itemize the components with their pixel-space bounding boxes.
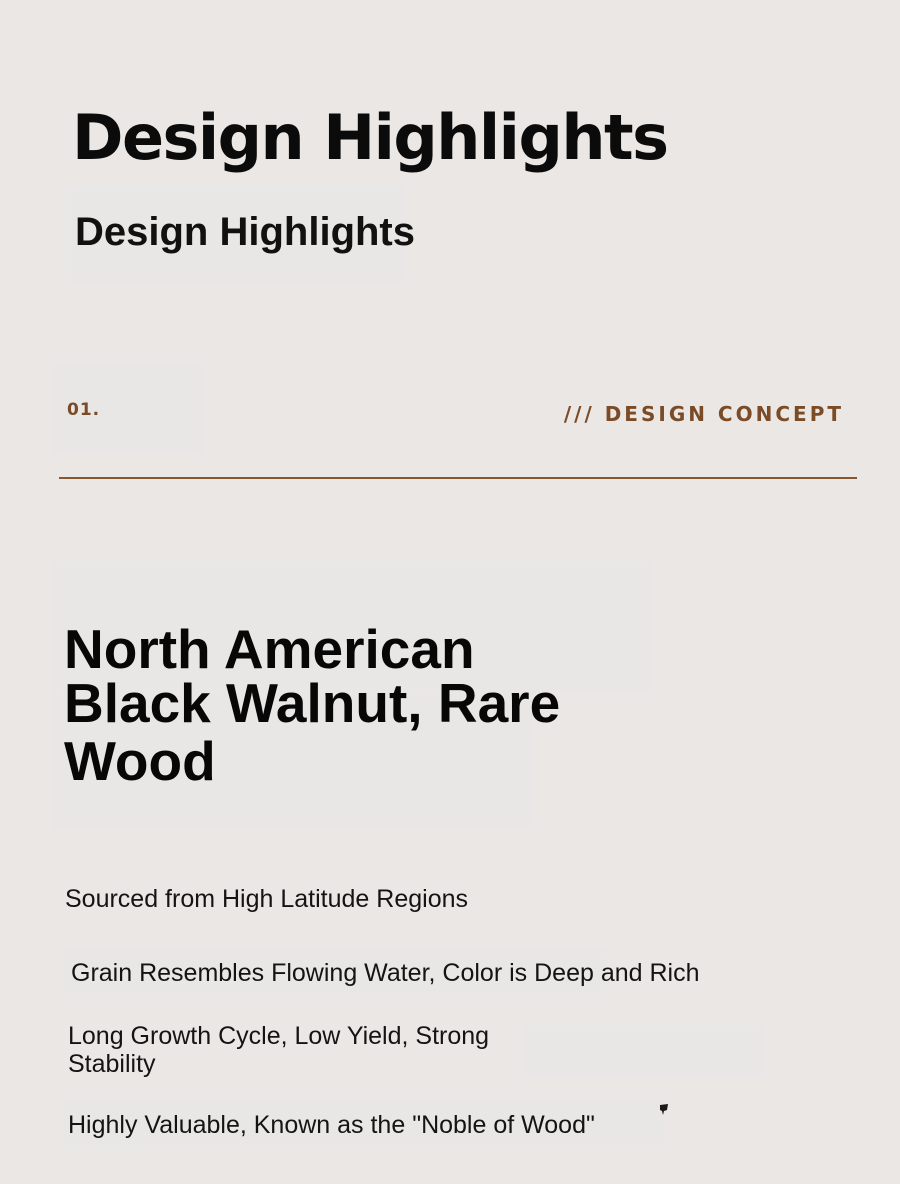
- background-patch: [520, 1022, 768, 1080]
- feature-title-line: North American: [64, 618, 475, 680]
- feature-title: [64, 618, 624, 792]
- pin-icon: [659, 1104, 669, 1116]
- section-divider: [59, 477, 857, 479]
- section-label: /// DESIGN CONCEPT: [563, 402, 844, 426]
- page-title: Design Highlights: [72, 101, 668, 174]
- feature-point: Grain Resembles Flowing Water, Color is Deep and Rich: [71, 959, 700, 987]
- page-subtitle: Design Highlights: [75, 210, 415, 254]
- feature-title-line: Wood: [64, 730, 216, 792]
- feature-point: Long Growth Cycle, Low Yield, Strong Stability: [68, 1022, 490, 1078]
- feature-point: Sourced from High Latitude Regions: [65, 885, 469, 913]
- feature-title-line: Black Walnut, Rare: [64, 672, 561, 734]
- section-number: 01.: [67, 400, 101, 420]
- feature-point: Highly Valuable, Known as the "Noble of Wood": [68, 1111, 595, 1139]
